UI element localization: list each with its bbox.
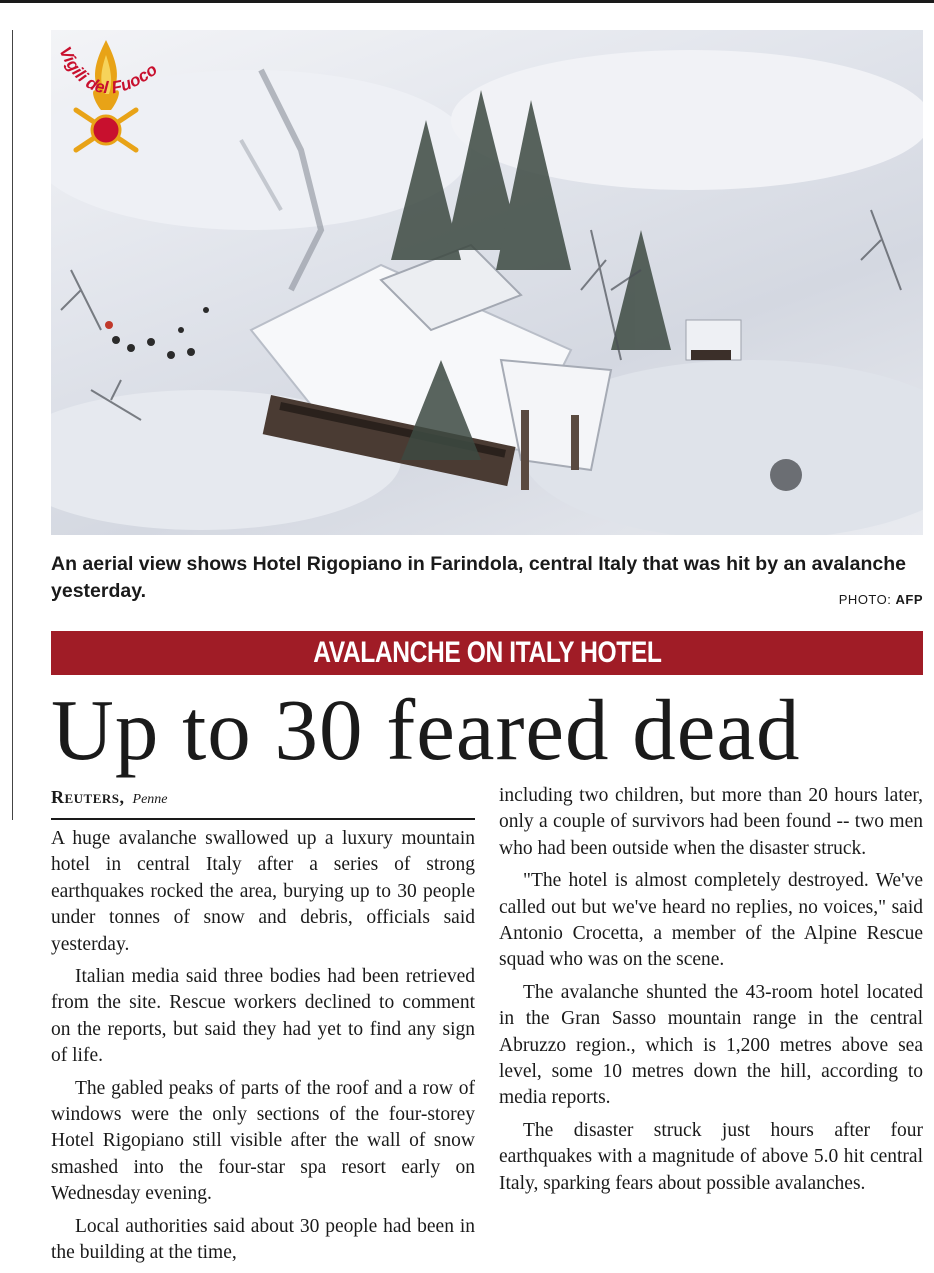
logo-lettering [51,30,166,130]
paragraph: The avalanche shunted the 43-room hotel located in the Gran Sasso mountain range in the central Abruzzo region., which is 1,200 metres above sea level, some 10 metres down the hill, according to media reports. [499,981,923,1109]
paragraph: Local authorities said about 30 people had been in the building at the time, [51,1215,475,1264]
headline: Up to 30 feared dead [51,681,801,778]
paragraph: "The hotel is almost completely destroyed. We've called out but we've heard no replies, no voices," said Antonio Crocetta, a member of the Alpine Rescue squad who was on the scene. [499,870,923,971]
section-kicker [51,631,923,675]
photo-credit [839,592,923,607]
credit-source: AFP [895,592,923,607]
byline-agency: Reuters, [51,787,125,807]
avalanche-scene [51,30,923,535]
paragraph: A huge avalanche swallowed up a luxury mountain hotel in central Italy after a series of strong earthquakes rocked the area, burying up to 30 people under tonnes of snow and debris, officials said yesterday. [51,828,475,955]
byline-place: Penne [132,792,168,807]
photo-caption: An aerial view shows Hotel Rigopiano in Farindola, central Italy that was hit by an avalanche yesterday. [51,553,906,602]
paragraph: including two children, but more than 20 hours later, only a couple of survivors had been found -- two men who had been outside when the disaster struck. [499,785,923,859]
byline [51,787,168,808]
kicker-text: AVALANCHE ON ITALY HOTEL [312,636,662,669]
article-column-2 [499,783,923,1203]
svg-text:Vigili del Fuoco: Vigili del Fuoco [55,43,161,98]
paragraph: The disaster struck just hours after four earthquakes with a magnitude of above 5.0 hit central Italy, sparking fears about possible avalanches. [499,1119,923,1194]
left-column-rule [12,30,13,820]
paragraph: The gabled peaks of parts of the roof and a row of windows were the only sections of the four-storey Hotel Rigopiano still visible after the wall of snow smashed into the four-star spa resort early on Wednesday evening. [51,1077,475,1205]
aerial-photo [51,30,923,535]
credit-label: PHOTO: [838,592,892,607]
paragraph: Italian media said three bodies had been retrieved from the site. Rescue workers declined to comment on the reports, but said they had yet to find any sign of life. [51,966,475,1067]
top-rule [0,0,934,3]
byline-rule [51,818,475,820]
article-column-1 [51,826,475,1273]
